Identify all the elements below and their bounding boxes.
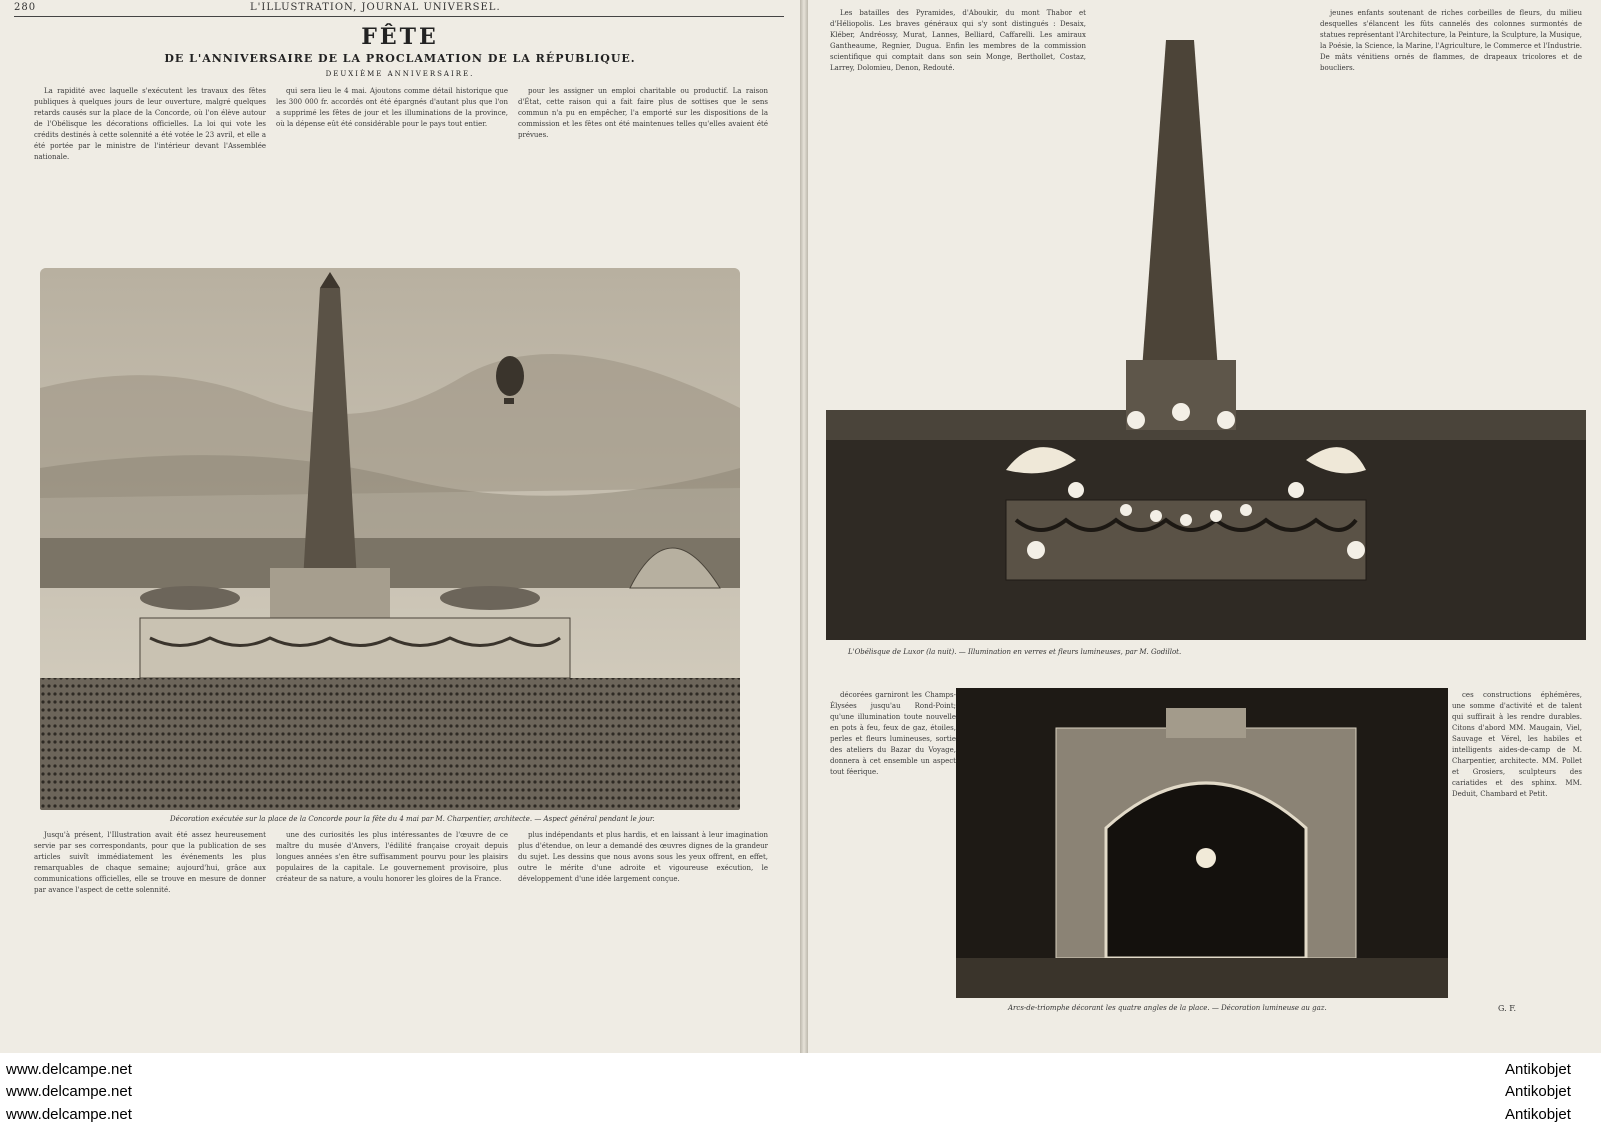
header-rule (14, 16, 784, 17)
engraving-caption: Décoration exécutée sur la place de la Concorde pour la fête du 4 mai par M. Charpentier, architecte. — Aspect général pendant le jour. (170, 815, 655, 823)
left-newspaper-page (0, 0, 800, 1053)
balloon-shape (496, 356, 524, 396)
right-article-column-2: jeunes enfants soutenant de riches corbeilles de fleurs, du milieu desquelles s'élancent les fûts cannelés des colonnes surmontés de statues représentant l'Architecture, la Peinture, la Sculpture, la Musique, la Poésie, la Science, la Marine, l'Agriculture, le Commerce et l'Industrie. De mâts vénitiens ornés de flammes, de drapeaux tricolores et de boucliers. (1320, 9, 1582, 72)
lower-column-1: Jusqu'à présent, l'Illustration avait été assez heureusement servie par ses correspondants, pour que la publication de ses articles suivît immédiatement les événements les plus remarquables de chaque semaine; aujourd'hui, grâce aux communications officielles, elle se trouve en mesure de donner par avance l'aspect de cette solennité. (34, 831, 266, 894)
article-column-1: La rapidité avec laquelle s'exécutent les travaux des fêtes publiques à quelques jours de leur ouverture, malgré quelques retards causés sur la place de la Concorde, où l'on élève autour de l'Obélisque les décorations officielles. La loi qui vote les crédits destinés à cette solennité a été votée le 23 avril, et elle a été portée par le ministre de l'intérieur devant l'Assemblée nationale. (34, 87, 266, 161)
watermark-footer (0, 1053, 1601, 1131)
engraving-top-caption: L'Obélisque de Luxor (la nuit). — Illumination en verres et fleurs lumineuses, par M. Godillot. (848, 648, 1182, 656)
watermark-url-3: www.delcampe.net (6, 1106, 132, 1123)
watermark-brand-2: Antikobjet (1505, 1083, 1571, 1100)
right-middle-column: décorées garniront les Champs-Élysées jusqu'au Rond-Point; qu'une illumination toute nouvelle en pots à feu, feux de gaz, étoiles, perles et fleurs lumineuses, sortie des ateliers du Bazar du Voyage, donnera à cet ensemble un aspect tout féerique. (830, 691, 956, 776)
watermark-url-1: www.delcampe.net (6, 1061, 132, 1078)
engraving-concorde-day (40, 268, 740, 810)
engraving-concorde-day-art (40, 268, 740, 810)
engraving-triumphal-arch-art (956, 688, 1448, 998)
article-column-2: qui sera lieu le 4 mai. Ajoutons comme détail historique que les 300 000 fr. accordés ont été épargnés d'autant plus que l'on a supprimé les fêtes de jour et les illuminations de la province, où la dépense eût été considérable pour le pays tout entier. (276, 87, 508, 128)
author-signature: G. F. (1498, 1004, 1517, 1013)
watermark-brand-1: Antikobjet (1505, 1061, 1571, 1078)
right-right-column: ces constructions éphémères, une somme d'activité et de talent qui suffirait à les rendre durables. Citons d'abord MM. Maugain, Viel, Sauvage et Vérel, les habiles et intelligents aides-de-camp de M. Charpentier, architecte. MM. Pollet et Grosiers, sculpteurs des cariatides et des sphinx. MM. Deduit, Chambard et Petit. (1452, 691, 1582, 798)
lower-column-2: une des curiosités les plus intéressantes de l'œuvre de ce maître du musée d'Anvers, l'édilité française croyait depuis longues années s'en être suffisamment pourvu pour les plaisirs populaires de la capitale. Le gouvernement provisoire, plus créateur de sa nature, a voulu honorer les gloires de la France. (276, 831, 508, 883)
article-column-3: pour les assigner un emploi charitable ou productif. La raison d'État, cette raison qui a fait faire plus de sottises que le sens commun n'a pu en empêcher, l'a emporté sur les dispositions de la commission et les fêtes ont été maintenues telles qu'elles avaient été prévues. (518, 87, 768, 139)
right-article-column-1: Les batailles des Pyramides, d'Aboukir, du mont Thabor et d'Héliopolis. Les braves généraux qui s'y sont distingués : Desaix, Kléber, Andréossy, Murat, Lannes, Belliard, Caffarelli. Les amiraux Gantheaume, Regnier, Dugua. Enfin les membres de la commission scientifique qui comptait dans son sein Monge, Berthollet, Costaz, Larrey, Dolomieu, Denon, Redouté. (830, 9, 1086, 72)
page-gutter (800, 0, 808, 1053)
watermark-brand-3: Antikobjet (1505, 1106, 1571, 1123)
watermark-url-2: www.delcampe.net (6, 1083, 132, 1100)
running-title: L'ILLUSTRATION, JOURNAL UNIVERSEL. (250, 2, 501, 13)
kicker: DEUXIÈME ANNIVERSAIRE. (325, 70, 475, 78)
headline: FÊTE (361, 24, 439, 50)
engraving-obelisk-night (826, 40, 1586, 640)
page-number: 280 (14, 2, 37, 13)
subhead: DE L'ANNIVERSAIRE DE LA PROCLAMATION DE LA RÉPUBLIQUE. (164, 52, 636, 65)
lower-column-3: plus indépendants et plus hardis, et en laissant à leur imagination plus d'étendue, on leur a demandé des œuvres dignes de la grandeur du sujet. Les dessins que nous avons sous les yeux offrent, en effet, outre le mérite d'une adroite et vigoureuse exécution, le développement d'une idée largement conçue. (518, 831, 768, 883)
engraving-obelisk-night-art (826, 40, 1586, 640)
engraving-bottom-caption: Arcs-de-triomphe décorant les quatre angles de la place. — Décoration lumineuse au gaz. (1008, 1004, 1327, 1012)
right-newspaper-page (808, 0, 1601, 1053)
engraving-triumphal-arch (956, 688, 1448, 998)
